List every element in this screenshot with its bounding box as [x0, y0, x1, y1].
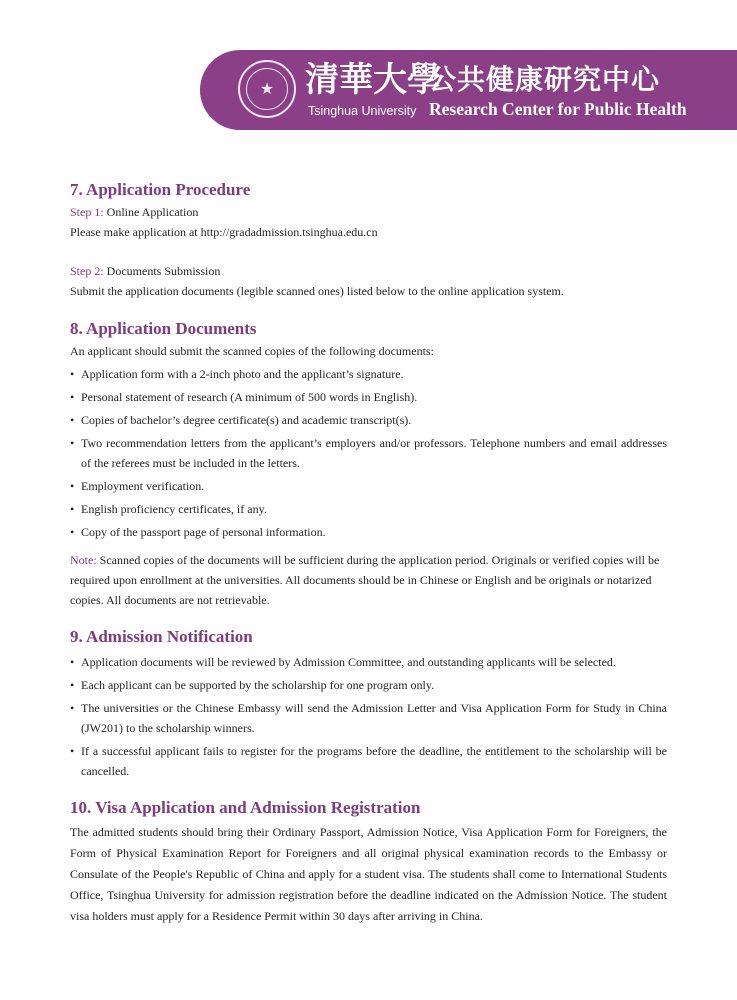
list-item: • Application form with a 2-inch photo and the applicant’s signature. — [70, 364, 667, 384]
section-10-text: The admitted students should bring their Ordinary Passport, Admission Notice, Visa Application Form for Foreigners, the Form of Physical Examination Report for Foreigners and all original physical examination records to the Embassy or Consulate of the People's Republic of China and apply for a student visa. The students shall come to International Students Office, Tsinghua University for admission registration before the deadline indicated on the Admission Notice. The student visa holders must apply for a Residence Permit within 30 days after arriving in China. — [70, 825, 667, 923]
section-8-title: 8. Application Documents — [70, 319, 257, 338]
university-logo-cn: 清華大學 — [305, 60, 441, 100]
documents-list — [70, 364, 667, 542]
section-7-title: 7. Application Procedure — [70, 180, 251, 199]
section-9-title: 9. Admission Notification — [70, 627, 253, 646]
note-label: Note: — [70, 553, 97, 567]
step-1-label: Step 1: — [70, 205, 104, 219]
step-2-line — [70, 261, 667, 281]
list-item: • Copies of bachelor’s degree certificate(s) and academic transcript(s). — [70, 410, 667, 430]
list-item: • Application documents will be reviewed by Admission Committee, and outstanding applicants will be selected. — [70, 652, 667, 672]
step-1-title: Online Application — [106, 205, 199, 219]
list-item: • Personal statement of research (A minimum of 500 words in English). — [70, 387, 667, 407]
step-2-label: Step 2: — [70, 264, 104, 278]
note-text: Scanned copies of the documents will be sufficient during the application period. Originals or verified copies will be required upon enrollment at the universities. All documents should be in Chinese or English and be originals or notarized copies. All documents are not retrievable. — [70, 553, 660, 607]
list-item: • If a successful applicant fails to register for the programs before the deadline, the entitlement to the scholarship will be cancelled. — [70, 741, 667, 781]
section-10-title: 10. Visa Application and Admission Registration — [70, 798, 421, 817]
step-2-text: Submit the application documents (legible scanned ones) listed below to the online application system. — [70, 284, 564, 298]
center-name-en: Research Center for Public Health — [429, 99, 687, 119]
list-item: • Each applicant can be supported by the scholarship for one program only. — [70, 675, 667, 695]
section-8-note — [70, 550, 667, 610]
document-body — [70, 178, 667, 927]
list-item: • Copy of the passport page of personal information. — [70, 522, 667, 542]
seal-star-icon: ★ — [259, 79, 275, 98]
list-item: • Two recommendation letters from the applicant’s employers and/or professors. Telephone numbers and email addresses of the referees must be included in the letters. — [70, 433, 667, 473]
tsinghua-seal-icon — [238, 60, 296, 118]
section-8-intro: An applicant should submit the scanned copies of the following documents: — [70, 344, 434, 358]
university-name-en: Tsinghua University — [308, 104, 417, 118]
step-1-text: Please make application at http://gradadmission.tsinghua.edu.cn — [70, 225, 378, 239]
list-item: • English proficiency certificates, if any. — [70, 499, 667, 519]
step-2-title: Documents Submission — [106, 264, 221, 278]
step-1-line — [70, 202, 667, 222]
list-item: • The universities or the Chinese Embassy will send the Admission Letter and Visa Application Form for Study in China (JW201) to the scholarship winners. — [70, 698, 667, 738]
seal-ring — [246, 68, 288, 110]
center-name-cn: 公共健康研究中心 — [428, 63, 661, 96]
list-item: • Employment verification. — [70, 476, 667, 496]
notification-list — [70, 652, 667, 781]
